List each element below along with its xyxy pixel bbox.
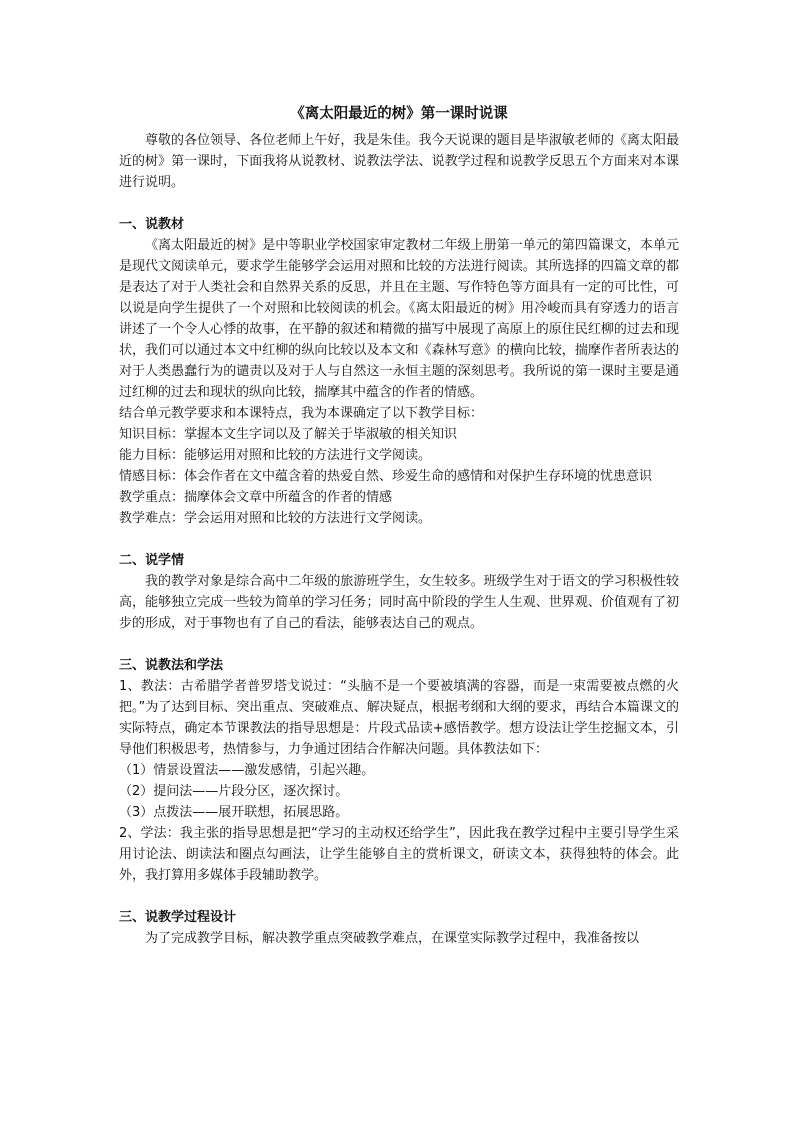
document-page (119, 100, 679, 949)
spacer (119, 886, 679, 907)
teaching-method-paragraph: 1、教法：古希腊学者普罗塔戈说过：“头脑不是一个要被填满的容器，而是一束需要被点燃的火把。”为了达到目标、突出重点、突破难点、解决疑点，根据考纲和大纲的要求，再结合本篇课文的实际特点，确定本节课教法的指导思想是：片段式品读+感悟教学。想方设法让学生挖掘文本，引导他们积极思考，热情参与，力争通过团结合作解决问题。具体教法如下： (119, 679, 679, 757)
teaching-key-point: 教学重点：揣摩体会文章中所蕴含的作者的情感 (119, 490, 393, 505)
method-list-item: （1）情景设置法——激发感情，引起兴趣。 (119, 763, 375, 778)
document-title: 《离太阳最近的树》第一课时说课 (290, 106, 508, 122)
method-list-item: （3）点拨法——展开联想，拓展思路。 (119, 805, 349, 820)
spacer (119, 634, 679, 655)
section-heading-methods: 三、说教法和学法 (119, 658, 224, 673)
section-heading-students: 二、说学情 (119, 553, 185, 568)
goals-intro: 结合单元教学要求和本课特点，我为本课确定了以下教学目标： (119, 406, 484, 421)
spacer (119, 529, 679, 550)
materials-paragraph: 《离太阳最近的树》是中等职业学校国家审定教材二年级上册第一单元的第四篇课文，本单元是现代文阅读单元，要求学生能够学会运用对照和比较的方法进行阅读。其所选择的四篇文章的都是表达了对于人类社会和自然界关系的反思，并且在主题、写作特色等方面具有一定的可比性，可以说是向学生提供了一个对照和比较阅读的机会。《离太阳最近的树》用冷峻而具有穿透力的语言讲述了一个令人心悸的故事，在平静的叙述和精微的描写中展现了高原上的原住民红柳的过去和现状，我们可以通过本文中红柳的纵向比较以及本文和《森林写意》的横向比较，揣摩作者所表达的对于人类愚蠢行为的谴责以及对于人与自然这一永恒主题的深刻思考。我所说的第一课时主要是通过红柳的过去和现状的纵向比较，揣摩其中蕴含的作者的情感。 (119, 238, 679, 400)
section-heading-materials: 一、说教材 (119, 217, 185, 232)
method-list-item: （2）提问法——片段分区，逐次探讨。 (119, 784, 349, 799)
knowledge-goal: 知识目标：掌握本文生字词以及了解关于毕淑敏的相关知识 (119, 427, 458, 442)
section-heading-process: 三、说教学过程设计 (119, 910, 237, 925)
process-paragraph: 为了完成教学目标，解决教学重点突破教学难点，在课堂实际教学过程中，我准备按以 (145, 931, 640, 946)
intro-paragraph: 尊敬的各位领导、各位老师上午好，我是朱佳。我今天说课的题目是毕淑敏老师的《离太阳最近的树》第一课时，下面我将从说教材、说教法学法、说教学过程和说教学反思五个方面来对本课进行说明。 (119, 133, 679, 190)
spacer (119, 193, 679, 214)
students-paragraph: 我的教学对象是综合高中二年级的旅游班学生，女生较多。班级学生对于语文的学习积极性较高，能够独立完成一些较为简单的学习任务；同时高中阶段的学生人生观、世界观、价值观有了初步的形成，对于事物也有了自己的看法，能够表达自己的观点。 (119, 574, 679, 631)
ability-goal: 能力目标：能够运用对照和比较的方法进行文学阅读。 (119, 448, 432, 463)
emotion-goal: 情感目标：体会作者在文中蕴含着的热爱自然、珍爱生命的感情和对保护生存环境的忧患意识 (119, 469, 653, 484)
learning-method-paragraph: 2、学法：我主张的指导思想是把“学习的主动权还给学生”，因此我在教学过程中主要引导学生采用讨论法、朗读法和圈点勾画法，让学生能够自主的赏析课文，研读文本，获得独特的体会。此外，我打算用多媒体手段辅助教学。 (119, 826, 679, 883)
teaching-difficulty: 教学难点：学会运用对照和比较的方法进行文学阅读。 (119, 511, 432, 526)
